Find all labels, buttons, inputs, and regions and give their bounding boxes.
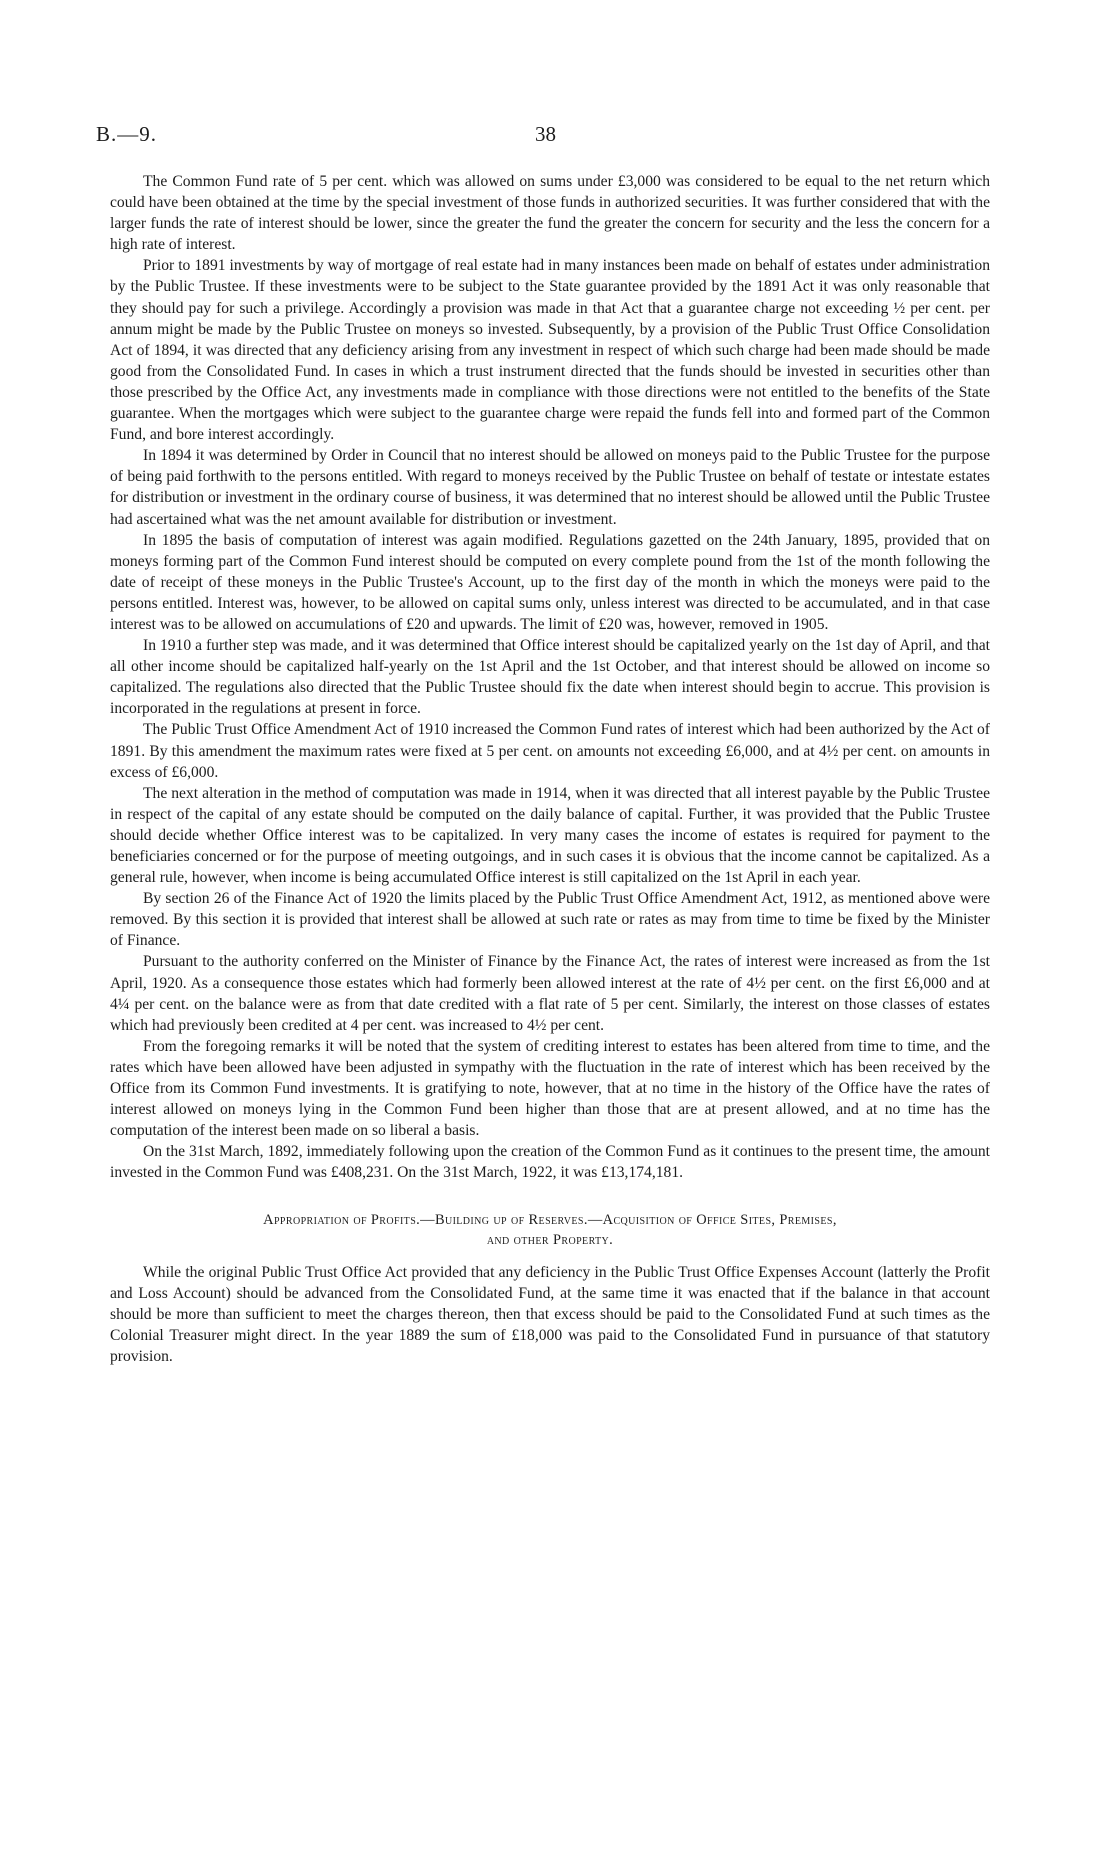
paragraph-1910-amendment: The Public Trust Office Amendment Act of 1910 increased the Common Fund rates of interest which had been authorized by the Act of 1891. By this amendment the maximum rates were fixed at 5 per cent. on amounts not exceeding £6,000, and at 4½ per cent. on amounts in excess of £6,000. <box>110 721 990 781</box>
paragraph-finance-act-1920: By section 26 of the Finance Act of 1920 the limits placed by the Public Trust Office Amendment Act, 1912, as mentioned above were removed. By this section it is provided that interest shall be allowed at such rate or rates as may from time to time be fixed by the Minister of Finance. <box>110 890 990 950</box>
paragraph-amount-invested: On the 31st March, 1892, immediately following upon the creation of the Common Fund as it continues to the present time, the amount invested in the Common Fund was £408,231. On the 31st March, 1922, it was £13,174,181. <box>110 1143 990 1182</box>
paragraph-1894-order: In 1894 it was determined by Order in Council that no interest should be allowed on moneys paid to the Public Trustee for the purpose of being paid forthwith to the persons entitled. With regard to moneys received by the Public Trustee on behalf of testate or intestate estates for distribution or investment in the ordinary course of business, it was determined that no interest should be allowed until the Public Trustee had ascertained what was the net amount available for distribution or investment. <box>110 447 990 528</box>
document-reference: B.—9. <box>96 122 158 146</box>
paragraph-1895-basis: In 1895 the basis of computation of interest was again modified. Regulations gazetted on the 24th January, 1895, provided that on moneys forming part of the Common Fund interest should be computed on every complete pound from the 1st of the month following the date of receipt of these moneys in the Public Trustee's Account, up to the first day of the month in which the moneys were paid to the persons entitled. Interest was, however, to be allowed on capital sums only, unless interest was directed to be accumulated, and in that case interest was to be allowed on accumulations of £20 and upwards. The limit of £20 was, however, removed in 1905. <box>110 531 990 633</box>
section-heading-line-2: and other Property. <box>486 1231 614 1248</box>
paragraph-original-act: While the original Public Trust Office Act provided that any deficiency in the Public Trust Office Expenses Account (latterly the Profit and Loss Account) should be advanced from the Consolidated Fund, at the same time it was enacted that if the balance in that account should be more than sufficient to meet the charges thereon, then that excess should be paid to the Consolidated Fund at such times as the Colonial Treasurer might direct. In the year 1889 the sum of £18,000 was paid to the Consolidated Fund in pursuance of that statutory provision. <box>110 1263 990 1365</box>
paragraph-1914-alteration: The next alteration in the method of computation was made in 1914, when it was directed that all interest payable by the Public Trustee in respect of the capital of any estate should be computed on the daily balance of capital. Further, it was provided that the Public Trustee should decide whether Office interest was to be capitalized. In very many cases the income of estates is required for payment to the beneficiaries concerned or for the purpose of meeting outgoings, and in such cases it is obvious that the income cannot be capitalized. As a general rule, however, when income is being accumulated Office interest is still capitalized on the 1st April in each year. <box>110 784 990 887</box>
paragraph-rates-increase: Pursuant to the authority conferred on the Minister of Finance by the Finance Act, the rates of interest were increased as from the 1st April, 1920. As a consequence those estates which had formerly been allowed interest at the rate of 4½ per cent. on the first £6,000 and at 4¼ per cent. on the balance were as from that date credited with a flat rate of 5 per cent. Similarly, the interest on those classes of estates which had previously been credited at 4 per cent. was increased to 4½ per cent. <box>110 953 990 1034</box>
paragraph-prior-to-1891: Prior to 1891 investments by way of mortgage of real estate had in many instances been made on behalf of estates under administration by the Public Trustee. If these investments were to be subject to the State guarantee provided by the 1891 Act it was only reasonable that they should pay for such a privilege. Accordingly a provision was made in that Act that a guarantee charge not exceeding ½ per cent. per annum might be made by the Public Trustee on moneys so invested. Subsequently, by a provision of the Public Trust Office Consolidation Act of 1894, it was directed that any deficiency arising from any investment in respect of which such charge had been made should be made good from the Consolidated Fund. In cases in which a trust instrument directed that the funds should be invested in securities other than those prescribed by the Office Act, any investments made in compliance with those directions were not entitled to the benefits of the State guarantee. When the mortgages which were subject to the guarantee charge were repaid the funds fell into and formed part of the Common Fund, and bore interest accordingly. <box>110 257 990 444</box>
page-number: 38 <box>535 122 556 146</box>
paragraph-common-fund-rate: The Common Fund rate of 5 per cent. which was allowed on sums under £3,000 was considered to be equal to the net return which could have been obtained at the time by the special investment of those funds in authorized securities. It was further considered that with the larger funds the rate of interest should be lower, since the greater the fund the greater the concern for security and the less the concern for a high rate of interest. <box>110 173 990 254</box>
section-heading <box>110 1210 990 1250</box>
page-header <box>96 122 1006 152</box>
body-text <box>110 171 990 1367</box>
paragraph-foregoing-remarks: From the foregoing remarks it will be noted that the system of crediting interest to estates has been altered from time to time, and the rates which have been allowed have been adjusted in sympathy with the fluctuation in the rate of interest which has been received by the Office from its Common Fund investments. It is gratifying to note, however, that at no time in the history of the Office have the rates of interest allowed on moneys lying in the Common Fund been higher than those that are at present allowed, and at no time has the computation of the interest been made on so liberal a basis. <box>110 1037 990 1140</box>
section-heading-line-1: Appropriation of Profits.—Building up of Reserves.—Acquisition of Office Sites, Premises, <box>263 1211 837 1228</box>
paragraph-1910-step: In 1910 a further step was made, and it was determined that Office interest should be capitalized yearly on the 1st day of April, and that all other income should be capitalized half-yearly on the 1st April and the 1st October, and that interest should be allowed on income so capitalized. The regulations also directed that the Public Trustee should fix the date when interest should begin to accrue. This provision is incorporated in the regulations at present in force. <box>110 637 990 718</box>
